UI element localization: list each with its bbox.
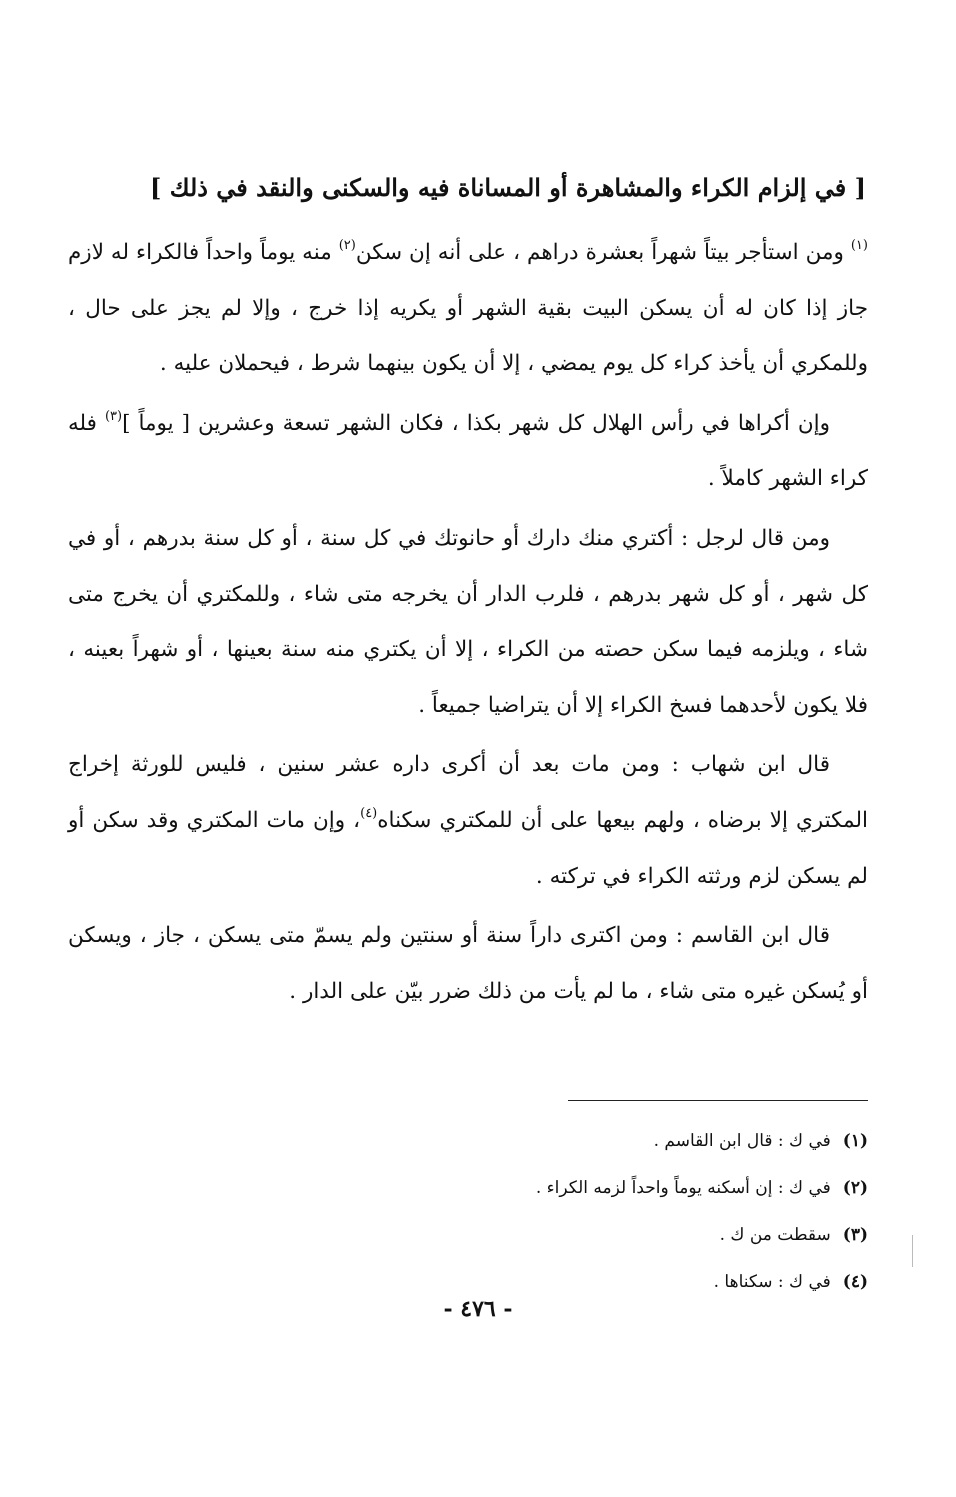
footnote-number: (٣): [842, 1225, 868, 1245]
main-text: [68, 225, 868, 1019]
paragraph-text: قال ابن القاسم : ومن اكترى داراً سنة أو سنتين ولم يسمّ متى يسكن ، جاز ، ويسكن أو يُسكن غيره متى شاء ، ما لم يأت من ذلك ضرر بيّن على الدار .: [68, 923, 868, 1004]
footnote-number: (٢): [842, 1178, 868, 1198]
footnote-number: (١): [842, 1131, 868, 1151]
paragraph-text: وإن أكراها في رأس الهلال كل شهر بكذا ، فكان الشهر تسعة وعشرين [ يوماً ]: [122, 410, 830, 436]
scan-edge-mark: [912, 1235, 913, 1267]
footnotes: [368, 1118, 868, 1306]
paragraph: [68, 225, 868, 392]
section-heading: [ في إلزام الكراء والمشاهرة أو المساناة فيه والسكنى والنقد في ذلك ]: [150, 173, 866, 202]
paragraph-text: فله كراء الشهر كاملاً .: [68, 410, 868, 492]
paragraph-text: قال ابن شهاب : ومن مات بعد أن أكرى داره عشر سنين ، فليس للورثة إخراج المكتري إلا برضاه ، ولهم بيعها على أن للمكتري سكناه: [68, 752, 868, 833]
page-number: - ٤٧٦ -: [443, 1296, 513, 1322]
footnote-marker: (٤): [360, 805, 378, 821]
paragraph: [68, 396, 868, 507]
paragraph-text: ومن قال لرجل : أكتري منك دارك أو حانوتك في كل سنة ، أو كل سنة بدرهم ، أو في كل شهر ، أو كل شهر بدرهم ، فلرب الدار أن يخرجه متى شاء ، وللمكتري أن يخرج متى شاء ، ويلزمه فيما سكن حصته من الكراء ، إلا أن يكتري منه سنة بعينها ، أو شهراً بعينه ، فلا يكون لأحدهما فسخ الكراء إلا أن يتراضيا جميعاً .: [68, 525, 868, 718]
footnote-separator: [568, 1100, 868, 1101]
footnote-item: [368, 1212, 868, 1259]
paragraph-text: منه يوماً واحداً فالكراء له لازم جاز إذا كان له أن يسكن البيت بقية الشهر أو يكريه إذا خرج ، وإلا لم يجز على حال ، وللمكري أن يأخذ كراء كل يوم يمضي ، إلا أن يكون بينهما شرط ، فيحملان عليه .: [68, 240, 868, 377]
paragraph: [68, 908, 868, 1019]
footnote-marker: (٢): [338, 238, 356, 253]
footnote-marker: (٣): [104, 408, 123, 424]
footnote-item: [368, 1165, 868, 1212]
paragraph-text: ، وإن مات المكتري وقد سكن أو لم يسكن لزم ورثته الكراء في تركته .: [68, 807, 868, 889]
footnote-item: [368, 1118, 868, 1165]
footnote-text: في ك : سكناها .: [713, 1272, 831, 1292]
footnote-text: سقطت من ك .: [719, 1225, 831, 1245]
paragraph: [68, 511, 868, 733]
footnote-marker: (١): [850, 238, 868, 253]
footnote-text: في ك : إن أسكنه يوماً واحداً لزمه الكراء .: [535, 1178, 831, 1198]
footnote-text: في ك : قال ابن القاسم .: [653, 1131, 831, 1151]
paragraph: [68, 737, 868, 904]
paragraph-text: ومن استأجر بيتاً شهراً بعشرة دراهم ، على أنه إن سكن: [355, 240, 851, 265]
footnote-number: (٤): [842, 1272, 868, 1292]
